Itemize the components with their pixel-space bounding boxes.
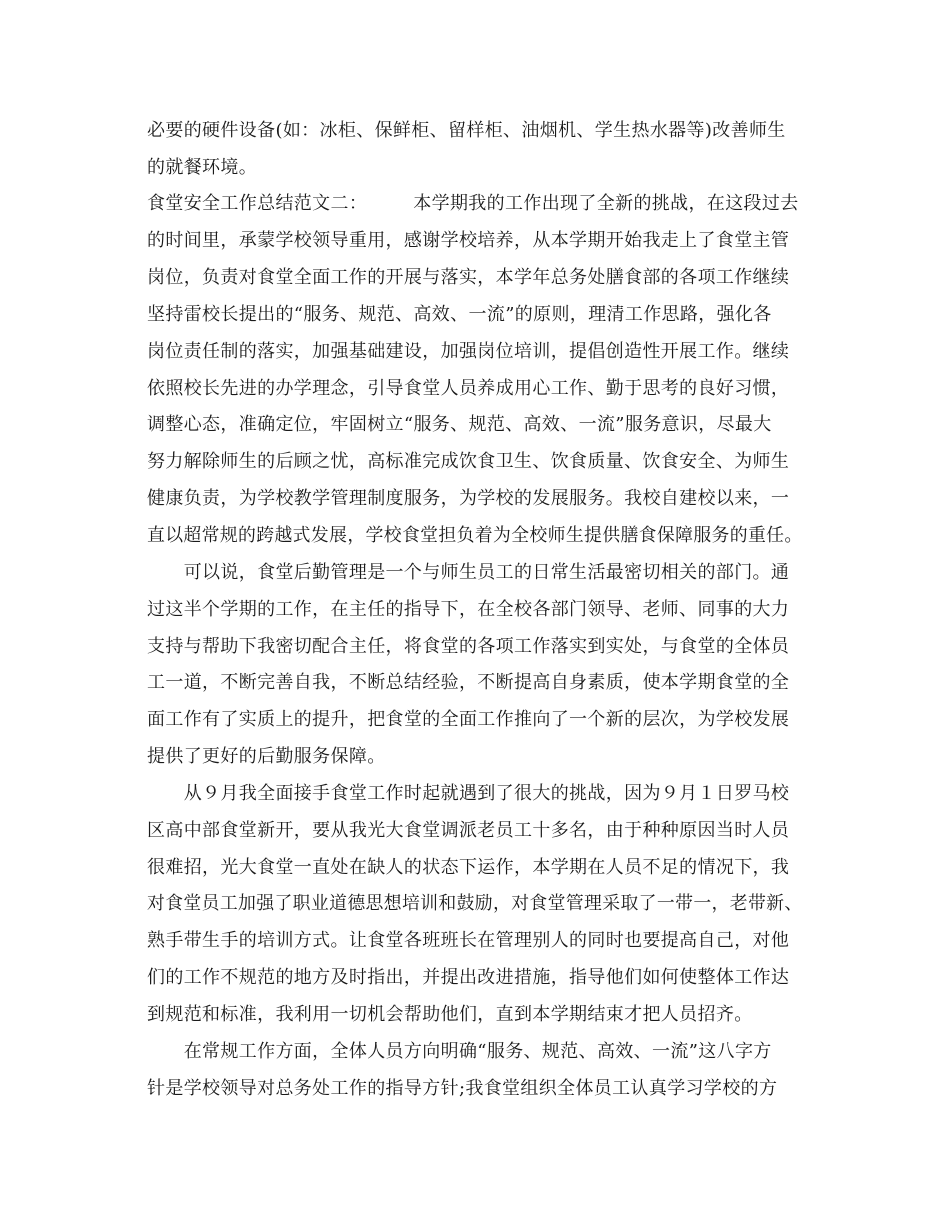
text-line: 很难招，光大食堂一直处在缺人的状态下运作，本学期在人员不足的情况下，我	[147, 857, 790, 878]
text-line: 对食堂员工加强了职业道德思想培训和鼓励，对食堂管理采取了一带一，老带新、	[147, 893, 803, 914]
text-line: 提供了更好的后勤服务保障。	[147, 746, 386, 767]
text-line: 直以超常规的跨越式发展，学校食堂担负着为全校师生提供膳食保障服务的重任。	[147, 525, 803, 546]
text-line: 熟手带生手的培训方式。让食堂各班班长在管理别人的同时也要提高自己，对他	[147, 930, 790, 951]
text-line: 面工作有了实质上的提升，把食堂的全面工作推向了一个新的层次，为学校发展	[147, 709, 790, 730]
text-line: 工一道，不断完善自我，不断总结经验，不断提高自身素质，使本学期食堂的全	[147, 672, 790, 693]
text-line: 必要的硬件设备(如：冰柜、保鲜柜、留样柜、油烟机、学生热水器等)改善师生	[147, 120, 786, 141]
text-line: 坚持雷校长提出的“服务、规范、高效、一流”的原则，理清工作思路，强化各	[147, 304, 772, 325]
text-line: 岗位，负责对食堂全面工作的开展与落实，本学年总务处膳食部的各项工作继续	[147, 267, 790, 288]
text-line: 健康负责，为学校教学管理制度服务，为学校的发展服务。我校自建校以来，一	[147, 488, 790, 509]
text-line: 依照校长先进的办学理念，引导食堂人员养成用心工作、勤于思考的良好习惯，	[147, 378, 790, 399]
text-line: 过这半个学期的工作，在主任的指导下，在全校各部门领导、老师、同事的大力	[147, 599, 790, 620]
text-line: 到规范和标准，我利用一切机会帮助他们，直到本学期结束才把人员招齐。	[147, 1004, 753, 1025]
text-line: 们的工作不规范的地方及时指出，并提出改进措施，指导他们如何使整体工作达	[147, 967, 790, 988]
text-line: 努力解除师生的后顾之忧，高标准完成饮食卫生、饮食质量、饮食安全、为师生	[147, 451, 790, 472]
text-line: 支持与帮助下我密切配合主任，将食堂的各项工作落实到实处，与食堂的全体员	[147, 636, 790, 657]
text-line: 的时间里，承蒙学校领导重用，感谢学校培养，从本学期开始我走上了食堂主管	[147, 230, 790, 251]
text-line: 可以说，食堂后勤管理是一个与师生员工的日常生活最密切相关的部门。通	[147, 562, 790, 583]
text-line: 的就餐环境。	[147, 157, 258, 178]
text-line: 在常规工作方面，全体人员方向明确“服务、规范、高效、一流”这八字方	[147, 1041, 772, 1062]
text-line: 调整心态，准确定位，牢固树立“服务、规范、高效、一流”服务意识，尽最大	[147, 414, 772, 435]
text-line: 岗位责任制的落实，加强基础建设，加强岗位培训，提倡创造性开展工作。继续	[147, 341, 790, 362]
text-line: 从９月我全面接手食堂工作时起就遇到了很大的挑战，因为９月１日罗马校	[147, 783, 790, 804]
section-heading-line: 食堂安全工作总结范文二： 本学期我的工作出现了全新的挑战，在这段过去	[147, 193, 799, 214]
text-line: 区高中部食堂新开，要从我光大食堂调派老员工十多名，由于种种原因当时人员	[147, 820, 790, 841]
text-line: 针是学校领导对总务处工作的指导方针;我食堂组织全体员工认真学习学校的方	[147, 1078, 778, 1099]
